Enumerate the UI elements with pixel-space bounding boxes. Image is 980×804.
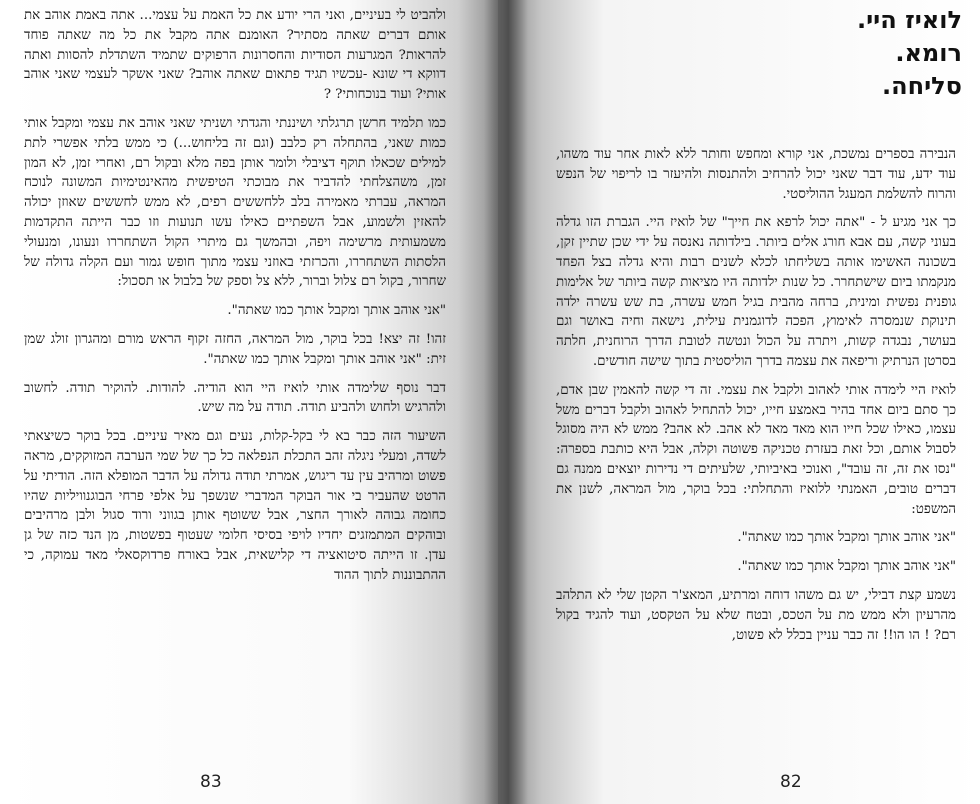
paragraph: "אני אוהב אותך ומקבל אותך כמו שאתה".: [737, 530, 956, 546]
page-number: 83: [200, 772, 222, 792]
paragraph: לואיז היי לימדה אותי לאהוב ולקבל את עצמי. זה די קשה להאמין שבן אדם, כך סתם ביום אחד בהיר באמצע חייו, יכול להתחיל לאהוב ולקבל דברים משל עצמו, כאילו שכל חייו הוא מאד מאד לא אהב. לא אהב? ממש לא היה מסוגל לסבול אותם, וכל זאת בעזרת טכניקה פשוטה וקלה, אבל היא כותבת בספרה: "נסו את זה, זה עובד", ואנוכי באיביותי, שלעיתים די נדירות יוצאים ממנה גם דברים טובים, האמנתי ללואיז והתחלתי: בכל בוקר, מול המראה, לשנן את המשפט:: [556, 382, 956, 517]
paragraph: "אני אוהב אותך ומקבל אותך כמו שאתה".: [737, 559, 956, 575]
paragraph: כמו תלמיד חרשן תרגלתי ושיננתי והגדתי ושניתי שאני אוהב את עצמי ומקבל אותי כמות שאני, בהתחלה רק כלבב (וגם זה בליחוש...) כי ממש בלתי אפשרי לתת למילים שכאלו תוקף דציבלי ולומר אותן בפה מלא ובקול רם, ואחרי זמן, לא המון זמן, משהצלחתי להדביר את מבוכתי הטיפשית מהאינטימיות המשונה לנוכח המראה, עברתי מאמירה בלב ללחששים רפים, לא ממש לחששים שאוזן יכולה להאזין ולשמוע, אבל השפתיים כאילו עשו תנועות וזו כבר הייתה התקדמות משמעותית מרשימה ויפה, ובהמשך גם מיתרי הקול השתחררו ונעונו, ומנעולי הלסתות השתחררו, והכרזתי באוזני עצמי מתוך חופש גמור ועם הקלה גדולה של שחרור, בקול רם צלול וברור, ללא צל וספק של בלבול או תסכול:: [24, 115, 446, 290]
title-line: סליחה.: [882, 72, 962, 100]
left-page-body: [24, 6, 446, 595]
paragraph: "אני אוהב אותך ומקבל אותך כמו שאתה".: [227, 303, 446, 319]
right-page-body: [556, 145, 956, 654]
page-number: 82: [780, 772, 802, 792]
paragraph: זהו! זה יצא! בכל בוקר, מול המראה, החזה זקוף הראש מורם ומהגרון זולג שמן זית: "אני אוהב אותך ומקבל אותך כמו שאתה".: [24, 331, 446, 367]
paragraph: נשמע קצת דבילי, יש גם משהו דוחה ומרתיע, המאצ'ר הקטן שלי לא התלהב מהרעיון ולא ממש מת על הטכס, ובטח שלא על הטקסט, ועוד להגיד בקול רם? ! הו הו!! זה כבר עניין בכלל לא פשוט,: [556, 587, 956, 643]
right-page: [498, 0, 980, 804]
title-line: רומא.: [895, 39, 962, 67]
paragraph: הנבירה בספרים נמשכת, אני קורא ומחפש וחותר ללא לאות אחר עוד משהו, עוד ידע, עוד דבר שאני יכול להרחיב ולהתנסות ולהיעזר בו לריפוי של הנפש והרוח להשלמת המעגל ההוליסטי.: [556, 147, 956, 202]
paragraph: השיעור הזה כבר בא לי בקל-קלות, נעים וגם מאיר עיניים. בכל בוקר כשיצאתי לשדה, ומעלי ניגלה זהב התכלת הנפלאה כל כך של שמי הערבה המזוקקים, מראה פשוט ומרהיב עין עד ריגוש, אמרתי תודה גדולה על הדבר המופלא הזה. הודיתי על הרטט שהעביר בי אור הבוקר המדברי שנשפך על אלפי פרחי הבוגנוויליות שהיו כחומה גבוהה לאורך החצר, אבל ששוטף אותן בגווני ורוד סגול ולבן מרהיבים ובוהקים המתמזגים יחדיו לויפי בסיסי חלומי שעטוף בפשטות, מן הנד כזה של גן עדן. זו הייתה סיטואציה די קלישאית, אבל באורח פרדוקסאלי מאד עמוקה, כי ההתבוננות לתוך ההוד: [24, 429, 446, 583]
chapter-title: [857, 4, 962, 103]
paragraph: ולהביט לי בעיניים, ואני הרי יודע את כל האמת על עצמי... אתה באמת אוהב את אותם דברים שאתה מסתיר? האומנם אתה מקבל את כל מה שאתה פוחד להראות? המגרעות הסודיות והחסרונות הרפוקים שתמיד השתדלת להסוות ואתה דווקא די שונא -עכשיו תגיד פתאום שאתה אוהב? שאני אשקר לעצמי שאני אוהב אותי? ועוד בנוכחותי? ?: [24, 8, 446, 103]
book-spine-shadow: [484, 0, 528, 804]
paragraph: דבר נוסף שלימדה אותי לואיז היי הוא הודיה. להודות. להוקיר תודה. לחשוב ולהרגיש ולחוש ולהביע תודה. תודה על מה שיש.: [24, 380, 446, 416]
paragraph: כך אני מגיע ל - "אתה יכול לרפא את חייך" של לואיז היי. הגברת הזו גדלה בעוני קשה, עם אבא חורג אלים ביותר. בילדותה נאנסה על ידי שכן שתיין זקן, בשכונה האשימו אותה בשליחתו לכלא לשנים רבות והיא גדלה בצל הפחד מנקמתו ביום שישתחרר. כל שנות ילדותה היו מציאות קשה ביותר של אלימות גופנית נפשית ומינית, ברחה מהבית בגיל חמש עשרה, בת שש עשרה ילדה תינוקת שנמסרה לאימוץ, הפכה לדוגמנית עילית, נישאה וחיה באושר וגם בעושר, נבגדה קשות, ויתרה על הכול ונטשה לטובת הדרך הרוחנית, חלתה בסרטן הנרתיק וריפאה את עצמה בדרך הוליסטית בתוך שישה חודשים.: [556, 215, 956, 369]
title-line: לואיז היי.: [857, 6, 962, 34]
